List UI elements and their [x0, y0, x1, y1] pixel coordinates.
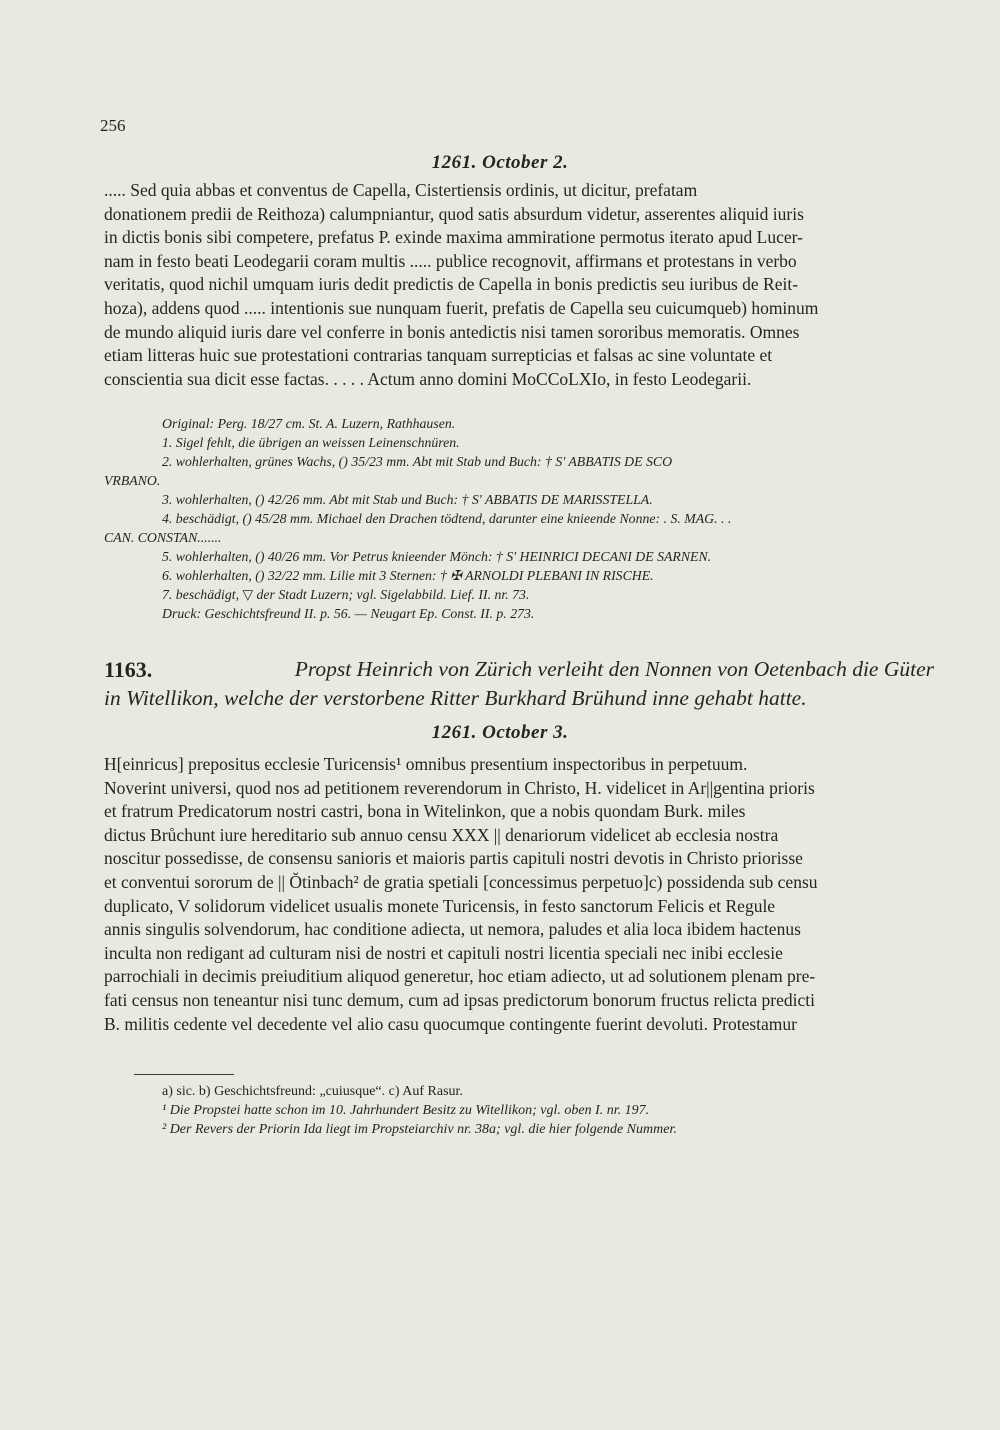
page-number: 256: [100, 116, 126, 135]
doc2-heading: [104, 655, 934, 713]
heading-line: Propst Heinrich von Zürich verleiht den Nonnen von Oetenbach die Güter: [294, 657, 934, 681]
note-line: 5. wohlerhalten, () 40/26 mm. Vor Petrus knieender Mönch: † S' HEINRICI DECANI DE SARNEN.: [162, 549, 712, 564]
note-line: Druck: Geschichtsfreund II. p. 56. — Neugart Ep. Const. II. p. 273.: [162, 606, 535, 621]
text-line: B. militis cedente vel decedente vel alio casu quocumque contingente fuerint devoluti. Protestamur: [104, 1013, 797, 1034]
text-line: veritatis, quod nichil umquam iuris dedit predictis de Capella in bonis predictis seu iuribus de Reit-: [104, 274, 799, 295]
text-line: annis singulis solvendorum, hac conditione adiecta, ut nemora, paludes et alia loca ibidem hactenus: [104, 919, 801, 940]
note-line: 1. Sigel fehlt, die übrigen an weissen Leinenschnüren.: [162, 435, 460, 450]
text-line: conscientia sua dicit esse factas. . . . . Actum anno domini MoCCoLXIo, in festo Leodegarii.: [104, 368, 752, 389]
text-line: inculta non redigant ad culturam nisi de nostri et capituli nostri licentia speciali nec inibi ecclesie: [104, 942, 783, 963]
doc2-number: 1163.: [104, 657, 153, 682]
text-line: Noverint universi, quod nos ad petitionem reverendorum in Christo, H. videlicet in Ar||gentina prioris: [104, 777, 815, 798]
text-line: etiam litteras huic sue protestationi contrarias tanquam surrepticias et falsas ac sine voluntate et: [104, 345, 773, 366]
text-line: dictus Brůchunt iure hereditario sub annuo censu XXX || denariorum videlicet ab ecclesia nostra: [104, 824, 779, 845]
text-line: nam in festo beati Leodegarii coram multis ..... publice recognovit, affirmans et protestans in verbo: [104, 250, 797, 271]
text-line: duplicato, V solidorum videlicet usualis monete Turicensis, in festo sanctorum Felicis et Regule: [104, 895, 776, 916]
text-line: hoza), addens quod ..... intentionis sue nunquam fuerit, prefatis de Capella seu cuicumqueb) hominum: [104, 297, 819, 318]
text-line: donationem predii de Reithoza) calumpniantur, quod satis absurdum videtur, asserentes aliquid iuris: [104, 203, 804, 224]
doc2-date: 1261. October 3.: [431, 722, 569, 743]
doc1-date: 1261. October 2.: [431, 152, 569, 173]
footnotes: [162, 1082, 942, 1139]
footnote-line: ¹ Die Propstei hatte schon im 10. Jahrhundert Besitz zu Witellikon; vgl. oben I. nr. 197.: [162, 1103, 650, 1118]
doc1-notes: [104, 414, 934, 623]
note-line: Original: Perg. 18/27 cm. St. A. Luzern, Rathhausen.: [162, 416, 456, 431]
footnote-line: ² Der Revers der Priorin Ida liegt im Propsteiarchiv nr. 38a; vgl. die hier folgende Nummer.: [162, 1122, 677, 1137]
note-line: 2. wohlerhalten, grünes Wachs, () 35/23 mm. Abt mit Stab und Buch: † S' ABBATIS DE SCO: [162, 454, 673, 469]
note-line: 6. wohlerhalten, () 32/22 mm. Lilie mit 3 Sternen: † ✠ ARNOLDI PLEBANI IN RISCHE.: [162, 568, 654, 583]
note-line: 3. wohlerhalten, () 42/26 mm. Abt mit Stab und Buch: † S' ABBATIS DE MARISSTELLA.: [162, 492, 653, 507]
text-line: de mundo aliquid iuris dare vel conferre in bonis antedictis nisi tamen sororibus memoratis. Omnes: [104, 321, 800, 342]
text-line: et conventui sororum de || Ŏtinbach² de gratia spetiali [concessimus perpetuo]c) possidenda sub censu: [104, 871, 818, 892]
note-line: 7. beschädigt, ▽ der Stadt Luzern; vgl. Sigelabbild. Lief. II. nr. 73.: [162, 587, 530, 602]
text-line: noscitur possedisse, de consensu sanioris et maioris partis capituli nostri devotis in Christo priorisse: [104, 848, 803, 869]
note-line: CAN. CONSTAN.......: [104, 530, 222, 545]
text-line: et fratrum Predicatorum nostri castri, bona in Witelinkon, que a nobis quondam Burk. miles: [104, 801, 746, 822]
note-line: 4. beschädigt, () 45/28 mm. Michael den Drachen tödtend, darunter eine knieende Nonne: . S. MAG. . .: [162, 511, 732, 526]
doc1-body: [104, 179, 934, 391]
text-line: H[einricus] prepositus ecclesie Turicensis¹ omnibus presentium inspectoribus in perpetuum.: [104, 754, 748, 774]
footnote-line: a) sic. b) Geschichtsfreund: „cuiusque“. c) Auf Rasur.: [162, 1084, 463, 1099]
text-line: in dictis bonis sibi competere, prefatus P. exinde maxima ammiratione permotus iterato apud Lucer-: [104, 227, 803, 248]
text-line: ..... Sed quia abbas et conventus de Capella, Cistertiensis ordinis, ut dicitur, prefatam: [104, 180, 698, 200]
text-line: parrochiali in decimis preiuditium aliquod generetur, hoc etiam adiecto, ut ad solutionem plenam pre-: [104, 966, 816, 987]
note-line: VRBANO.: [104, 473, 161, 488]
footnote-divider: [134, 1074, 234, 1075]
text-line: fati census non teneantur nisi tunc demum, cum ad ipsas predictorum bonorum fructus relicta predicti: [104, 989, 815, 1010]
doc2-body: [104, 753, 934, 1036]
heading-line: in Witellikon, welche der verstorbene Ritter Burkhard Brühund inne gehabt hatte.: [104, 686, 807, 710]
